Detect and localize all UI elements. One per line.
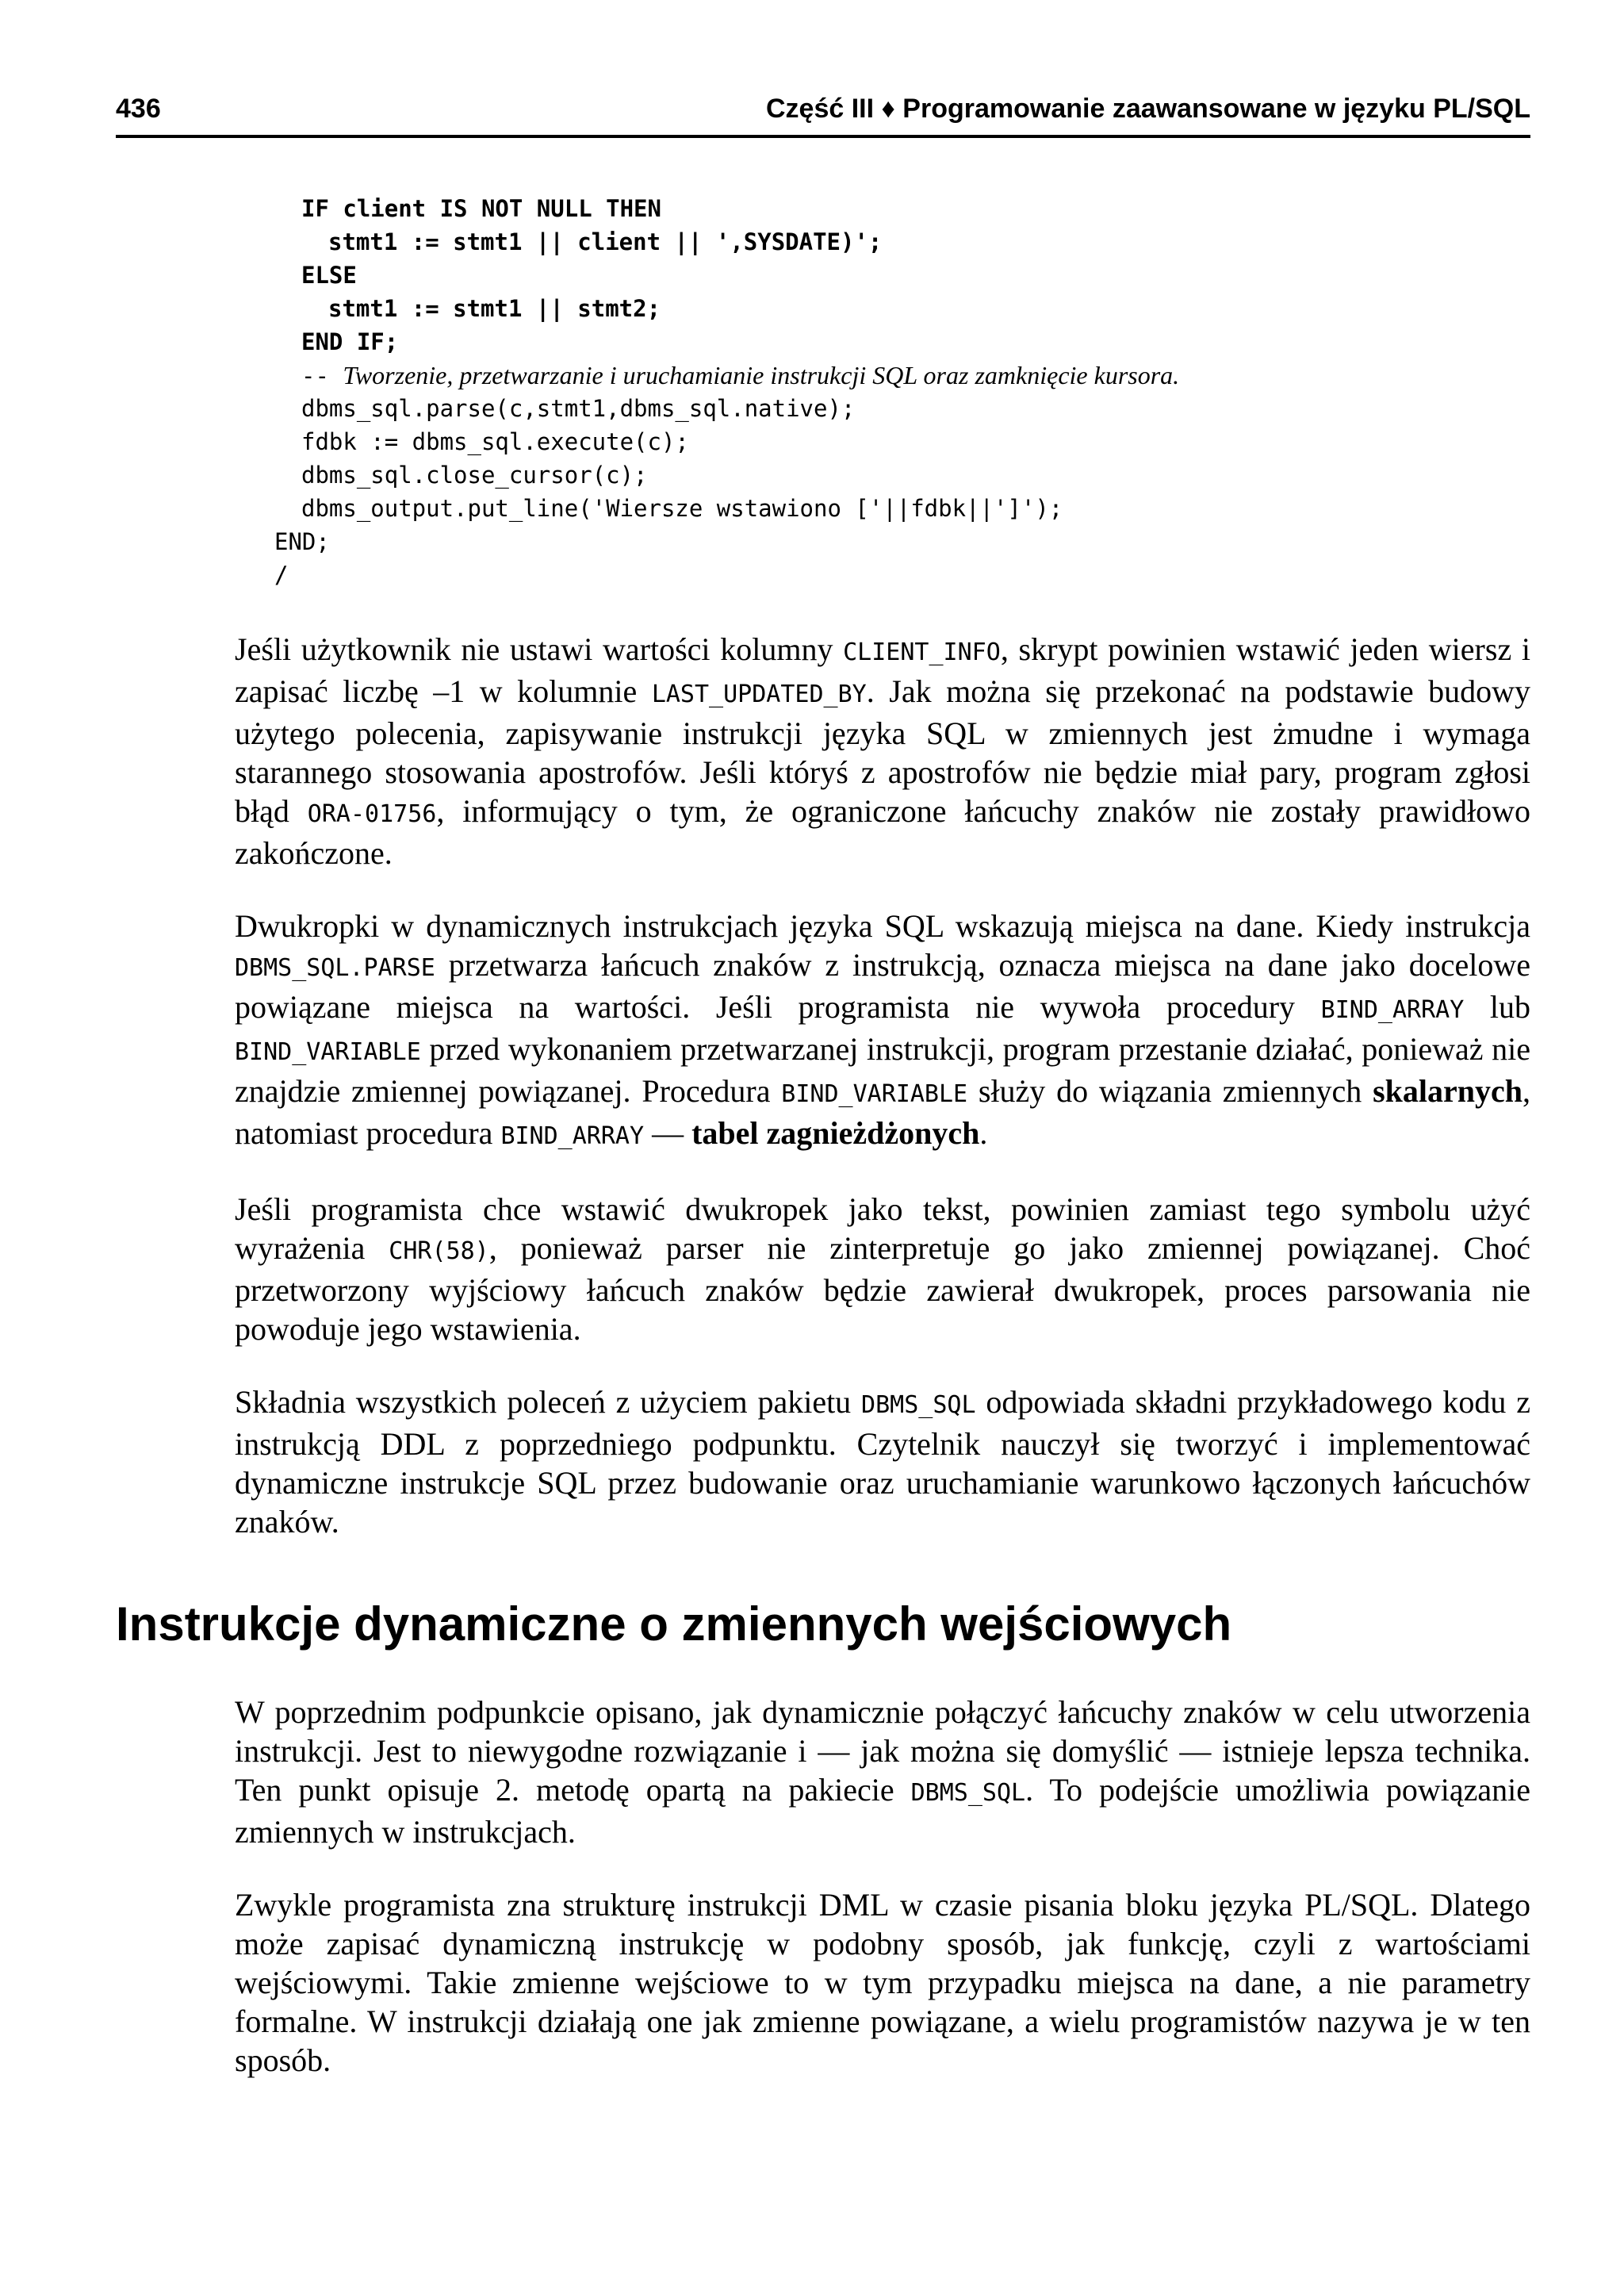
text-run: odpowiada składni przykładowego kodu z instrukcją DDL z poprzedniego podpunktu. Czytelnik nauczył się tworzyć i implementować dynamiczne instrukcje SQL przez budowanie oraz uruchamianie warunkowo łączonych łańcuchów znaków. bbox=[235, 1384, 1531, 1540]
code-line: dbms_sql.close_cursor(c); bbox=[301, 462, 648, 489]
paragraph-2 bbox=[235, 907, 1530, 1156]
text-run: lub bbox=[1464, 989, 1530, 1025]
text-run: Zwykle programista zna strukturę instrukcji DML w czasie pisania bloku języka PL/SQL. Dlatego może zapisać dynamiczną instrukcję w podobny sposób, jak funkcję, czyli z wartościami wejściowymi. Takie zmienne wejściowe to w tym przypadku miejsca na dane, a nie parametry formalne. W instrukcji działają one jak zmienne powiązane, a wielu programistów nazywa je w ten sposób. bbox=[235, 1887, 1530, 2078]
text-run: . bbox=[979, 1115, 988, 1151]
paragraph-1 bbox=[235, 630, 1530, 872]
text-run: . Jak można się przekonać na podstawie budowy użytego polecenia, zapisywanie instrukcji języka SQL w zmiennych jest żmudne i wymaga starannego stosowania apostrofów. Jeśli któryś z apostrofów nie będzie miał pary, program zgłosi błąd bbox=[235, 673, 1530, 829]
code-line: stmt1 := stmt1 || stmt2; bbox=[328, 295, 661, 322]
code-line: dbms_sql.parse(c,stmt1,dbms_sql.native); bbox=[301, 395, 856, 422]
page-number: 436 bbox=[116, 94, 161, 124]
inline-code: LAST_UPDATED_BY bbox=[651, 681, 867, 708]
page-header bbox=[116, 94, 1530, 138]
comment-text: Tworzenie, przetwarzanie i uruchamianie instrukcji SQL oraz zamknięcie kursora. bbox=[343, 361, 1180, 389]
inline-code: BIND_ARRAY bbox=[500, 1122, 645, 1150]
paragraph-6 bbox=[235, 1885, 1530, 2080]
bold-term: tabel zagnieżdżonych bbox=[691, 1115, 980, 1151]
inline-code: DBMS_SQL bbox=[910, 1779, 1026, 1807]
code-line: dbms_output.put_line('Wiersze wstawiono ['||fdbk||']'); bbox=[301, 495, 1063, 522]
text-run: przetwarza łańcuch znaków z instrukcją, oznacza miejsca na dane jako docelowe powiązane miejsca na wartości. Jeśli programista nie wywoła procedury bbox=[235, 947, 1530, 1025]
text-run: W poprzednim podpunkcie opisano, jak dynamicznie połączyć łańcuchy znaków w celu utworzenia instrukcji. Jest to niewygodne rozwiązanie i — jak można się domyślić — istnieje lepsza technika. Ten punkt opisuje 2. metodę opartą na pakiecie bbox=[235, 1694, 1530, 1808]
text-run: służy do wiązania zmiennych bbox=[967, 1073, 1373, 1109]
code-line: IF client IS NOT NULL THEN bbox=[301, 195, 661, 222]
text-run: Jeśli programista chce wstawić dwukropek jako tekst, powinien zamiast tego symbolu użyć wyrażenia bbox=[235, 1191, 1530, 1266]
inline-code: DBMS_SQL.PARSE bbox=[235, 954, 435, 982]
code-line: fdbk := dbms_sql.execute(c); bbox=[301, 428, 689, 455]
code-line: stmt1 := stmt1 || client || ',SYSDATE)'; bbox=[328, 228, 883, 255]
text-run: , ponieważ parser nie zinterpretuje go jako zmiennej powiązanej. Choć przetworzony wyjściowy łańcuch znaków będzie zawierał dwukropek, proces parsowania nie powoduje jego wstawienia. bbox=[235, 1230, 1530, 1347]
bold-term: skalarnych bbox=[1373, 1073, 1522, 1109]
text-run: Jeśli użytkownik nie ustawi wartości kolumny bbox=[235, 631, 844, 667]
text-run: , informujący o tym, że ograniczone łańcuchy znaków nie zostały prawidłowo zakończone. bbox=[235, 793, 1530, 871]
text-run: Składnia wszystkich poleceń z użyciem pakietu bbox=[235, 1384, 862, 1420]
code-line: ELSE bbox=[301, 262, 357, 289]
text-run: , skrypt powinien wstawić jeden wiersz i zapisać liczbę –1 w kolumnie bbox=[235, 631, 1530, 709]
paragraph-5 bbox=[235, 1693, 1530, 1851]
paragraph-4 bbox=[235, 1382, 1530, 1541]
inline-code: BIND_VARIABLE bbox=[235, 1038, 421, 1066]
code-comment-line bbox=[274, 359, 1179, 392]
inline-code: CLIENT_INFO bbox=[843, 638, 1001, 666]
text-run: Dwukropki w dynamicznych instrukcjach języka SQL wskazują miejsca na dane. Kiedy instrukcja bbox=[235, 908, 1530, 944]
code-line: END; bbox=[274, 528, 330, 555]
code-listing bbox=[274, 192, 1179, 592]
body-text-bottom bbox=[235, 1693, 1530, 2114]
section-heading: Instrukcje dynamiczne o zmiennych wejściowych bbox=[116, 1597, 1232, 1651]
inline-code: CHR(58) bbox=[389, 1237, 489, 1265]
body-text-top bbox=[235, 630, 1530, 1575]
text-run: — bbox=[644, 1115, 692, 1151]
paragraph-3 bbox=[235, 1190, 1530, 1348]
code-line: / bbox=[274, 562, 289, 589]
text-run: przed wykonaniem przetwarzanej instrukcji, program przestanie działać, ponieważ nie znajdzie zmiennej powiązanej. Procedura bbox=[235, 1031, 1530, 1109]
inline-code: ORA-01756 bbox=[307, 800, 437, 828]
inline-code: BIND_VARIABLE bbox=[781, 1080, 968, 1108]
running-head: Część III ♦ Programowanie zaawansowane w języku PL/SQL bbox=[766, 94, 1530, 124]
text-run: , natomiast procedura bbox=[235, 1073, 1530, 1151]
inline-code: BIND_ARRAY bbox=[1320, 996, 1465, 1024]
text-run: . To podejście umożliwia powiązanie zmiennych w instrukcjach. bbox=[235, 1772, 1530, 1850]
comment-prefix: -- bbox=[301, 362, 343, 389]
code-line: END IF; bbox=[301, 328, 399, 355]
inline-code: DBMS_SQL bbox=[861, 1391, 976, 1419]
